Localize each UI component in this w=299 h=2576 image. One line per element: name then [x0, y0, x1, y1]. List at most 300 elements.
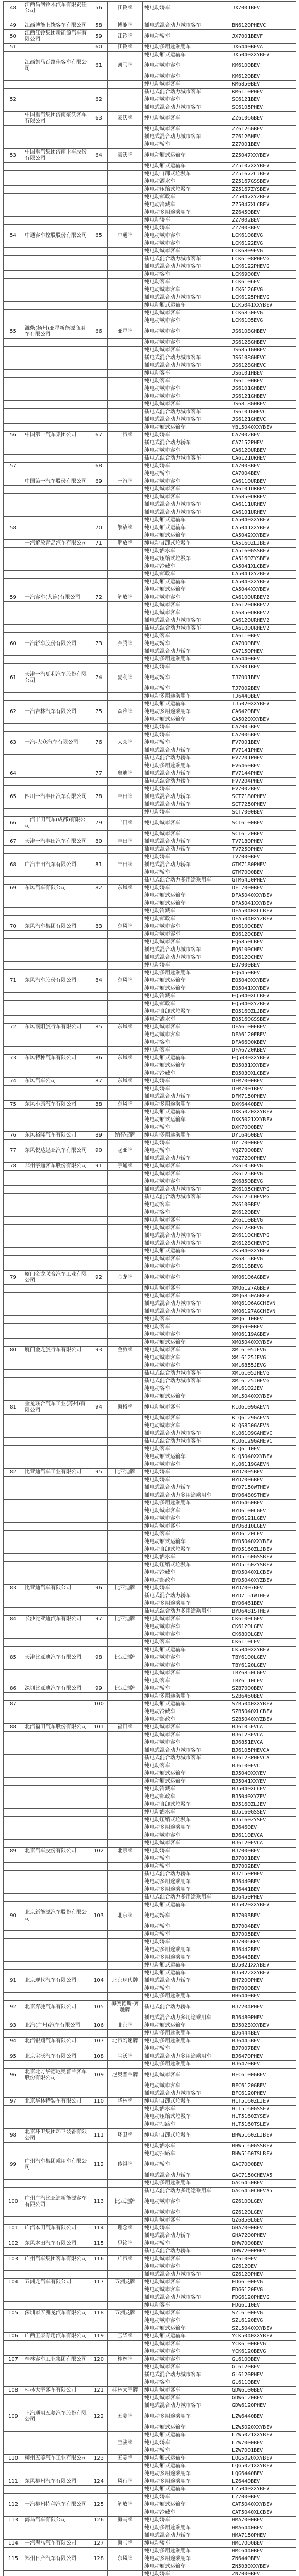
cell-brand	[108, 1747, 143, 1755]
cell-type: 插电式混合动力轿车	[143, 755, 230, 762]
cell-company: 广汽本田汽车有限公司	[23, 2225, 90, 2232]
table-row	[4, 885, 296, 892]
cell-brand: 比亚迪牌	[108, 1469, 143, 1477]
cell-type: 纯电动多用途乘用车	[143, 1824, 230, 1832]
table-row	[4, 385, 296, 393]
cell-type: 纯电动客车	[143, 271, 230, 279]
cell-no	[4, 1954, 23, 1962]
cell-brand	[108, 1817, 143, 1824]
cell-code: ZK6128CHEVPG	[230, 1240, 296, 1248]
cell-no	[4, 1801, 23, 1809]
cell-num	[90, 470, 108, 478]
cell-brand: 北京牌	[108, 1909, 143, 1923]
cell-brand	[108, 625, 143, 633]
cell-brand	[108, 846, 143, 854]
cell-type: 纯电动多用途乘用车	[143, 1878, 230, 1886]
cell-brand	[108, 409, 143, 416]
cell-num	[90, 1422, 108, 1430]
cell-code: CA6110URBEV	[230, 478, 296, 486]
cell-code: BJ5040XLCEV	[230, 1786, 296, 1793]
cell-no	[4, 455, 23, 463]
table-row	[4, 2555, 296, 2563]
cell-brand	[108, 104, 143, 112]
cell-company	[23, 693, 90, 701]
table-row	[4, 2001, 296, 2014]
cell-type: 纯电动轿车	[143, 724, 230, 732]
cell-code: DFM7000BEV	[230, 1078, 296, 1086]
cell-no	[4, 1393, 23, 1401]
cell-type: 纯电动城市客车	[143, 2341, 230, 2348]
cell-type: 纯电动多用途乘用车	[143, 2548, 230, 2555]
cell-num	[90, 586, 108, 594]
cell-company	[23, 1047, 90, 1055]
cell-company	[23, 1531, 90, 1538]
cell-brand	[108, 317, 143, 325]
cell-type: 插电式混合动力城市客车	[143, 362, 230, 370]
cell-code: LCK6122PHEVG	[230, 263, 296, 271]
cell-brand	[108, 1263, 143, 1271]
cell-code: DXK5020XXYBEV	[230, 1109, 296, 1116]
table-row	[4, 1801, 296, 1809]
cell-brand	[108, 52, 143, 59]
cell-type: 纯电动多用途乘用车	[143, 1954, 230, 1962]
cell-no	[4, 2509, 23, 2517]
table-row	[4, 30, 296, 44]
cell-company	[23, 2090, 90, 2098]
cell-code: BJ6120EVCA	[230, 1840, 296, 1848]
cell-num	[90, 931, 108, 939]
cell-type: 纯电动客车	[143, 279, 230, 286]
cell-type: 插电式混合动力城市客车	[143, 1308, 230, 1316]
cell-type: 纯电动城市客车	[143, 325, 230, 339]
cell-num	[90, 1217, 108, 1225]
cell-num: 56	[90, 2, 108, 15]
cell-no	[4, 1001, 23, 1008]
cell-brand	[108, 1886, 143, 1894]
cell-type: 纯电动冷藏车	[143, 1786, 230, 1793]
cell-type: 纯电动轿车	[143, 1685, 230, 1693]
cell-company: 北京环卫集团环卫装备有限公司	[23, 2129, 90, 2143]
cell-no	[4, 2470, 23, 2478]
cell-type: 纯电动轿车	[143, 1985, 230, 1993]
cell-brand	[108, 1677, 143, 1685]
cell-company	[23, 1962, 90, 1970]
table-row	[4, 1347, 296, 1354]
cell-company	[23, 1124, 90, 1132]
cell-no	[4, 1662, 23, 1670]
cell-no	[4, 2113, 23, 2121]
cell-no	[4, 1422, 23, 1430]
cell-type: 纯电动厢式运输车	[143, 424, 230, 432]
cell-type: 插电式混合动力轿车	[143, 2248, 230, 2256]
cell-num	[90, 1855, 108, 1863]
cell-no	[4, 2106, 23, 2113]
cell-type: 纯电动城市客车	[143, 1662, 230, 1670]
cell-company	[23, 217, 90, 225]
cell-no	[4, 1256, 23, 1263]
cell-code: BYD7005BEV	[230, 1469, 296, 1477]
table-row	[4, 194, 296, 201]
cell-no	[4, 1140, 23, 1147]
cell-brand	[108, 2248, 143, 2256]
cell-code: HLT5160ZYSEV	[230, 2113, 296, 2121]
cell-brand: 比亚迪牌	[108, 1685, 143, 1693]
cell-no	[4, 1639, 23, 1647]
cell-type: 纯电动厢式运输车	[143, 302, 230, 310]
cell-num	[90, 494, 108, 501]
cell-no	[4, 294, 23, 302]
cell-type: 纯电动自卸式垃圾车	[143, 1546, 230, 1554]
cell-type: 纯电动城市客车	[143, 1331, 230, 1339]
cell-type: 插电式混合动力轿车	[143, 2001, 230, 2014]
cell-code: SZB5040XLCBEV	[230, 1708, 296, 1716]
cell-num: 98	[90, 1654, 108, 1662]
cell-company	[23, 985, 90, 993]
table-row	[4, 1155, 296, 1163]
cell-code: BYD6810LGEV	[230, 1523, 296, 1531]
cell-company	[23, 385, 90, 393]
cell-company	[23, 470, 90, 478]
table-row	[4, 439, 296, 447]
cell-brand: 东风牌	[108, 977, 143, 985]
cell-num: 83	[90, 923, 108, 931]
cell-code: ZK6110CHEVPG	[230, 1232, 296, 1240]
cell-no	[4, 1515, 23, 1523]
cell-num	[90, 2439, 108, 2447]
cell-num	[90, 2494, 108, 2501]
cell-no	[4, 1039, 23, 1047]
cell-num	[90, 171, 108, 178]
cell-company	[23, 1500, 90, 1507]
cell-num: 91	[90, 1163, 108, 1171]
cell-code: BJ6100EVC	[230, 1762, 296, 1770]
cell-company	[23, 846, 90, 854]
cell-brand	[108, 509, 143, 517]
cell-company: 北京现代汽车有限公司	[23, 1977, 90, 1985]
cell-type: 插电式混合动力轿车	[143, 838, 230, 846]
cell-num: 121	[90, 2387, 108, 2395]
cell-brand	[108, 2271, 143, 2279]
cell-type: 纯电动轿车	[143, 2045, 230, 2053]
cell-no	[4, 2030, 23, 2038]
cell-num	[90, 256, 108, 263]
cell-company	[23, 1855, 90, 1863]
cell-num	[90, 762, 108, 770]
table-row	[4, 946, 296, 954]
cell-company	[23, 1801, 90, 1809]
cell-code: YCK6100BEVG	[230, 2341, 296, 2348]
cell-brand: 海马牌	[108, 2517, 143, 2524]
cell-type: 纯电动城市客车	[143, 1832, 230, 1840]
table-row	[4, 1316, 296, 1324]
cell-brand	[108, 2470, 143, 2478]
cell-no	[4, 286, 23, 294]
cell-num	[90, 2364, 108, 2371]
cell-company	[23, 310, 90, 317]
table-row	[4, 1863, 296, 1871]
cell-num	[90, 1393, 108, 1401]
cell-company	[23, 532, 90, 540]
cell-type: 纯电动城市客车	[143, 2263, 230, 2271]
table-row	[4, 809, 296, 817]
cell-code: BHW5160ZLJBEV	[230, 2129, 296, 2143]
cell-no: 95	[4, 2053, 23, 2061]
cell-company	[23, 1070, 90, 1078]
cell-brand	[108, 2317, 143, 2325]
cell-no	[4, 225, 23, 232]
cell-num	[90, 73, 108, 81]
cell-brand	[108, 939, 143, 946]
cell-no	[4, 1677, 23, 1685]
cell-code: GAC6450BEV	[230, 2180, 296, 2188]
cell-brand: 桂林牌	[108, 2356, 143, 2364]
cell-brand	[108, 1793, 143, 1801]
cell-brand	[108, 194, 143, 201]
cell-brand: 东风牌	[108, 1055, 143, 1062]
table-row	[4, 310, 296, 317]
cell-brand	[108, 2348, 143, 2356]
table-row	[4, 2082, 296, 2090]
cell-code: DXK5021XXYBEV	[230, 1116, 296, 1124]
table-row	[4, 831, 296, 838]
cell-no	[4, 1507, 23, 1515]
cell-brand	[108, 571, 143, 579]
cell-no	[4, 786, 23, 793]
cell-code: DFM7001BEV	[230, 1086, 296, 1093]
cell-brand	[108, 1538, 143, 1546]
cell-company: 海马汽车有限公司	[23, 2517, 90, 2524]
cell-type: 纯电动城市客车	[143, 1623, 230, 1631]
cell-company	[23, 2232, 90, 2240]
cell-no	[4, 178, 23, 186]
cell-company	[23, 1201, 90, 1209]
cell-no	[4, 1817, 23, 1824]
table-row	[4, 294, 296, 302]
cell-brand	[108, 178, 143, 186]
cell-brand	[108, 831, 143, 838]
cell-brand	[108, 877, 143, 885]
cell-brand	[108, 1194, 143, 1201]
table-row	[4, 586, 296, 594]
cell-company	[23, 1871, 90, 1878]
cell-no	[4, 2402, 23, 2410]
cell-no	[4, 2348, 23, 2356]
cell-num	[90, 1670, 108, 1677]
cell-num: 122	[90, 2410, 108, 2424]
cell-code: BJ5040XYZEV	[230, 1793, 296, 1801]
cell-company	[23, 1209, 90, 1217]
cell-code: JS6108GHEVC	[230, 354, 296, 362]
cell-code: FV7204PHEV	[230, 778, 296, 786]
cell-brand	[108, 532, 143, 540]
cell-code: GHA7200PHEV	[230, 2232, 296, 2240]
cell-brand	[108, 1446, 143, 1453]
cell-type: 纯电动厢式运输车	[143, 977, 230, 985]
cell-no	[4, 846, 23, 854]
cell-code: CA5160ZYSBEV	[230, 555, 296, 563]
cell-code: ZZ5047XLCBEV	[230, 201, 296, 209]
cell-brand	[108, 2014, 143, 2022]
table-row	[4, 2455, 296, 2463]
cell-code: HLT5160ZLJEV	[230, 2098, 296, 2106]
cell-type: 纯电动压缩式垃圾车	[143, 1562, 230, 1569]
cell-code: DFA6120EBEV	[230, 1031, 296, 1039]
cell-no	[4, 1809, 23, 1817]
cell-code: CA6120URHEV2	[230, 617, 296, 625]
cell-brand	[108, 256, 143, 263]
cell-no	[4, 602, 23, 609]
cell-company: 中国第一汽车股份有限公司	[23, 478, 90, 486]
cell-code: BYD5160ZYSBEV	[230, 1562, 296, 1569]
cell-company: 广州汽车集团乘用车有限公司	[23, 2158, 90, 2172]
cell-type: 插电式混合动力多用途乘用车	[143, 1608, 230, 1616]
table-row	[4, 2225, 296, 2232]
cell-type: 纯电动轿车	[143, 2240, 230, 2248]
cell-code: CK5040XXYBEV	[230, 1647, 296, 1654]
table-row	[4, 1163, 296, 1171]
cell-company	[23, 1217, 90, 1225]
cell-type: 纯电动冷藏车	[143, 1569, 230, 1577]
cell-no	[4, 1670, 23, 1677]
cell-type: 纯电动多用途乘用车	[143, 44, 230, 52]
cell-no	[4, 1631, 23, 1639]
cell-no: 53	[4, 149, 23, 163]
table-row	[4, 463, 296, 470]
cell-company	[23, 1086, 90, 1093]
table-row	[4, 1401, 296, 1415]
cell-brand	[108, 1201, 143, 1209]
cell-type: 纯电动城市客车	[143, 317, 230, 325]
cell-code: FV7001BEV	[230, 739, 296, 747]
cell-company	[23, 1732, 90, 1739]
cell-company	[23, 1240, 90, 1248]
cell-company	[23, 1701, 90, 1708]
cell-num	[90, 1793, 108, 1801]
table-row	[4, 1201, 296, 1209]
cell-brand	[108, 2180, 143, 2188]
cell-num	[90, 126, 108, 133]
table-row	[4, 2563, 296, 2571]
cell-code: HMA7150PHEV	[230, 2532, 296, 2540]
cell-no	[4, 439, 23, 447]
table-row	[4, 81, 296, 89]
cell-no	[4, 1492, 23, 1500]
cell-type: 纯电动多用途乘用车	[143, 708, 230, 716]
cell-brand	[108, 801, 143, 809]
cell-code: XMQ6106AGBEV	[230, 1271, 296, 1285]
cell-company	[23, 1016, 90, 1024]
cell-type: 纯电动轿车	[143, 2447, 230, 2455]
cell-no	[4, 1446, 23, 1453]
cell-num	[90, 1832, 108, 1840]
cell-no	[4, 2379, 23, 2387]
cell-code: EQ7000BEV	[230, 962, 296, 970]
cell-type: 纯电动多用途乘用车	[143, 2061, 230, 2069]
cell-brand: 博能牌	[108, 22, 143, 30]
cell-code: ZZ5167GSSBEV	[230, 178, 296, 186]
cell-num	[90, 1093, 108, 1101]
cell-type: 纯电动城市客车	[143, 1217, 230, 1225]
cell-code: GZ6100EV	[230, 2256, 296, 2263]
cell-code: LCK6809EVG	[230, 248, 296, 256]
cell-no	[4, 1985, 23, 1993]
cell-brand	[108, 1039, 143, 1047]
cell-code: LZW5021XXYBEV	[230, 2432, 296, 2439]
table-row	[4, 339, 296, 347]
cell-num: 64	[90, 149, 108, 163]
cell-type: 纯电动冷藏车	[143, 1708, 230, 1716]
cell-type: 纯电动多用途乘用车	[143, 2410, 230, 2424]
cell-code: XML5040XXYBEV	[230, 1393, 296, 1401]
cell-code: KLQ6119GAEVN	[230, 1461, 296, 1469]
cell-code: CA6101URBEV	[230, 486, 296, 494]
cell-type: 纯电动轿车	[143, 2158, 230, 2172]
cell-code: DYL7000BEV	[230, 1140, 296, 1147]
table-row	[4, 1140, 296, 1147]
cell-company	[23, 548, 90, 555]
cell-num: 107	[90, 2038, 108, 2045]
cell-company	[23, 2486, 90, 2494]
cell-no	[4, 1647, 23, 1654]
cell-brand	[108, 1378, 143, 1385]
table-row	[4, 2038, 296, 2045]
cell-brand	[108, 1248, 143, 1256]
table-row	[4, 2256, 296, 2263]
cell-type: 纯电动厢式运输车	[143, 900, 230, 908]
cell-brand	[108, 279, 143, 286]
cell-company	[23, 579, 90, 586]
cell-type: 纯电动扫路车	[143, 2150, 230, 2158]
cell-num	[90, 555, 108, 563]
cell-company: 一汽解放青岛汽车有限公司	[23, 540, 90, 548]
cell-type: 纯电动厢式运输车	[143, 1109, 230, 1116]
table-row	[4, 209, 296, 217]
table-row	[4, 2014, 296, 2022]
cell-brand	[108, 240, 143, 248]
cell-type: 纯电动扫路车	[143, 2121, 230, 2129]
cell-type: 纯电动轿车	[143, 30, 230, 44]
cell-type: 纯电动城市客车	[143, 1171, 230, 1178]
cell-num	[90, 778, 108, 786]
table-row	[4, 1724, 296, 1732]
cell-num	[90, 1840, 108, 1848]
cell-num	[90, 1232, 108, 1240]
table-row	[4, 1538, 296, 1546]
cell-company	[23, 1739, 90, 1747]
cell-no	[4, 609, 23, 617]
cell-type: 插电式混合动力轿车	[143, 861, 230, 869]
cell-type: 插电式混合动力城市客车	[143, 954, 230, 962]
cell-no	[4, 2217, 23, 2225]
table-row	[4, 1631, 296, 1639]
table-row	[4, 648, 296, 656]
cell-brand	[108, 2325, 143, 2333]
cell-num: 101	[90, 1724, 108, 1732]
cell-company	[23, 1569, 90, 1577]
cell-num	[90, 1886, 108, 1894]
cell-num: 71	[90, 540, 108, 548]
cell-no	[4, 2439, 23, 2447]
cell-type: 纯电动城市客车	[143, 923, 230, 931]
cell-company	[23, 2113, 90, 2121]
cell-code: BJ6470PHEV	[230, 2053, 296, 2061]
table-row	[4, 2240, 296, 2248]
cell-no	[4, 1171, 23, 1178]
cell-type: 纯电动多用途乘用车	[143, 1886, 230, 1894]
cell-no	[4, 2172, 23, 2180]
cell-type: 纯电动城市客车	[143, 310, 230, 317]
cell-company	[23, 248, 90, 256]
